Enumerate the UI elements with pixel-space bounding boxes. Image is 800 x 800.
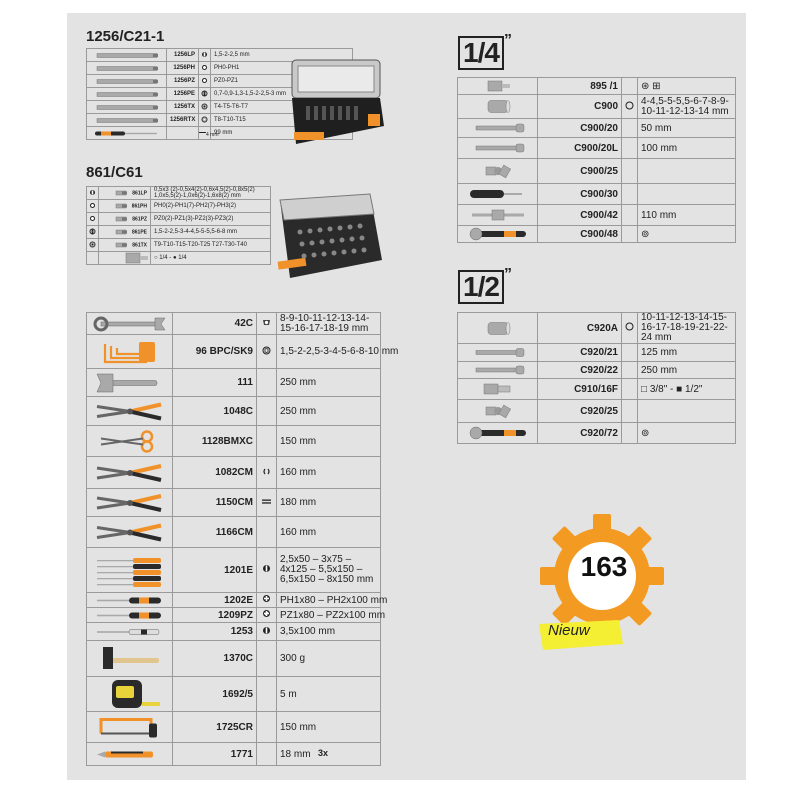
bit-holder-icon [462, 79, 534, 93]
symbol-cell [622, 344, 638, 362]
phillips-icon [89, 202, 96, 209]
symbol-cell [622, 226, 638, 243]
table-row [87, 457, 381, 489]
spec-value: PZ0-PZ1 [211, 75, 353, 88]
symbol-cell [257, 489, 277, 517]
tool-image-cell [87, 397, 173, 426]
pliers-icon [91, 398, 169, 425]
length-icon [199, 129, 206, 136]
spec-value: T4-T5-T6-T7 [211, 101, 353, 114]
article-code: 861PZ [132, 216, 147, 223]
bit-holder-icon [125, 254, 147, 262]
tool-image-cell [87, 641, 173, 677]
symbol-cell [257, 743, 277, 766]
article-code: 1082CM [173, 457, 257, 489]
table-row [87, 239, 271, 252]
table-row [458, 78, 736, 95]
table-row [458, 344, 736, 362]
table-row [458, 400, 736, 423]
symbol-cell [87, 187, 99, 200]
article-code: 1256PZ [167, 75, 199, 88]
symbol-cell [199, 114, 211, 127]
article-code: 861PE [131, 229, 147, 236]
spec-value: PZ0(2)-PZ1(3)-PZ2(3)-PZ3(2) [151, 213, 271, 226]
extension-bar-icon [462, 139, 534, 157]
spec-value [638, 400, 736, 423]
symbol-cell [87, 252, 99, 265]
symbol-cell [257, 623, 277, 641]
spec-value: 250 mm [277, 369, 381, 397]
table-row [458, 119, 736, 138]
pozidriv-icon [89, 215, 96, 222]
table-row [87, 548, 381, 593]
article-code: C920A [538, 313, 622, 344]
article-code: 111 [173, 369, 257, 397]
half-drive-table [457, 312, 736, 444]
flat-icon [89, 189, 96, 196]
bit-case-861-image [270, 190, 385, 285]
symbol-cell [257, 608, 277, 623]
table-row [87, 200, 271, 213]
spec-value: ○ 1/4 - ● 1/4 [151, 252, 271, 265]
ratchet-icon [462, 227, 534, 241]
phillips-icon [201, 64, 208, 71]
symbol-cell [622, 95, 638, 119]
bit-icon [110, 228, 132, 236]
tool-image-cell [87, 608, 173, 623]
article-code: 42C [173, 313, 257, 335]
article-code: 96 BPC/SK9 [173, 335, 257, 369]
bit-icon [110, 215, 132, 223]
symbol-cell [257, 313, 277, 335]
symbol-cell [257, 593, 277, 608]
article-code: 1048C [173, 397, 257, 426]
symbol-cell [257, 397, 277, 426]
article-code: C920/25 [538, 400, 622, 423]
symbol-cell [622, 313, 638, 344]
new-label: Nieuw [548, 622, 590, 639]
tool-image-cell [87, 548, 173, 593]
bit-icon [91, 115, 163, 126]
pozidriv-icon [262, 609, 271, 618]
bit-icon [91, 76, 163, 87]
article-code: C910/16F [538, 379, 622, 400]
tool-image-cell [458, 205, 538, 226]
article-code: 1166CM [173, 517, 257, 548]
table-row [458, 159, 736, 184]
article-code: 895 /1 [538, 78, 622, 95]
spec-value: 150 mm [277, 426, 381, 457]
article-code: 1725CR [173, 712, 257, 743]
article-code: 1256PE [167, 88, 199, 101]
tool-image-cell [87, 489, 173, 517]
spec-value: 50 mm [638, 119, 736, 138]
article-code: C900/20 [538, 119, 622, 138]
article-code-cell [99, 200, 151, 213]
tool-image-cell [458, 226, 538, 243]
set-861-table [86, 186, 271, 265]
table-row [87, 712, 381, 743]
table-row [87, 252, 271, 265]
drive-half-heading: 1/2 ” [458, 270, 511, 304]
tool-image-cell [458, 400, 538, 423]
symbol-cell [622, 159, 638, 184]
pliers-icon [91, 518, 169, 547]
tool-image-cell [87, 114, 167, 127]
spec-value: ⊚ [638, 226, 736, 243]
cutter-knife-icon [91, 744, 169, 765]
article-code [167, 127, 199, 140]
symbol-cell [257, 335, 277, 369]
spec-value [638, 159, 736, 184]
article-code: C900 [538, 95, 622, 119]
hacksaw-icon [91, 713, 169, 742]
symbol-cell [257, 677, 277, 712]
drive-quarter-heading: 1/4 ” [458, 36, 511, 70]
table-row [87, 313, 381, 335]
table-row [87, 187, 271, 200]
symbol-cell [257, 712, 277, 743]
spec-value: 99 mm [211, 127, 353, 140]
universal-joint-icon [462, 401, 534, 421]
table-row [87, 489, 381, 517]
article-code: 1256TX [167, 101, 199, 114]
tool-image-cell [458, 379, 538, 400]
article-code: 1202E [173, 593, 257, 608]
bit-icon [110, 241, 132, 249]
article-code: 1128BMXC [173, 426, 257, 457]
article-code: 861LP [132, 190, 147, 197]
symbol-cell [257, 457, 277, 489]
tool-image-cell [87, 457, 173, 489]
article-code-cell [99, 239, 151, 252]
table-row [87, 608, 381, 623]
socket-icon [462, 96, 534, 117]
article-code: 1256LP [167, 49, 199, 62]
hex-key-set-icon [91, 336, 169, 368]
spinner-handle-icon [462, 185, 534, 203]
article-code: 1256RTX [167, 114, 199, 127]
article-code: C900/48 [538, 226, 622, 243]
cutter-symbol-icon [262, 467, 271, 476]
flat-icon [262, 626, 271, 635]
spec-value: 300 g [277, 641, 381, 677]
spec-value: PH0(2)-PH1(7)-PH2(7)-PH3(2) [151, 200, 271, 213]
tool-image-cell [458, 159, 538, 184]
article-code-cell [99, 187, 151, 200]
tool-image-cell [87, 335, 173, 369]
table-row [458, 362, 736, 379]
article-code: 1201E [173, 548, 257, 593]
article-code: C920/22 [538, 362, 622, 379]
quarter-drive-table [457, 77, 736, 243]
extension-bar-icon [462, 120, 534, 136]
extension-bar-icon [462, 345, 534, 360]
socket-icon [462, 317, 534, 340]
combination-wrench-icon [91, 314, 169, 334]
spec-value: 100 mm [638, 138, 736, 159]
flat-icon [201, 51, 208, 58]
tool-image-cell [458, 78, 538, 95]
table-row [87, 369, 381, 397]
symbol-cell [622, 78, 638, 95]
symbol-label: 4 mm [206, 131, 219, 138]
phillips-icon [262, 594, 271, 603]
tool-image-cell [458, 313, 538, 344]
tool-image-cell [87, 101, 167, 114]
article-code: C900/25 [538, 159, 622, 184]
table-row [87, 593, 381, 608]
spec-value: PZ1x80 – PZ2x100 mm [277, 608, 381, 623]
spec-value: 1,5-2-2,5-3-4-4,5-5-5,5-6-8 mm [151, 226, 271, 239]
spec-value: 3,5x100 mm [277, 623, 381, 641]
article-code-cell [99, 226, 151, 239]
symbol-cell [622, 205, 638, 226]
symbol-cell [257, 548, 277, 593]
tool-image-cell [87, 426, 173, 457]
flat-jaw-icon [262, 497, 271, 506]
table-row [87, 677, 381, 712]
tool-image-cell [87, 127, 167, 140]
table-row [87, 226, 271, 239]
spec-value [638, 184, 736, 205]
hammer-icon [91, 643, 169, 675]
table-row [458, 379, 736, 400]
spec-value: 250 mm [638, 362, 736, 379]
article-code: 1692/5 [173, 677, 257, 712]
universal-joint-icon [462, 160, 534, 182]
symbol-cell [199, 49, 211, 62]
symbol-cell [199, 101, 211, 114]
tool-image-cell [87, 369, 173, 397]
set-1256-title: 1256/C21-1 [86, 28, 165, 45]
spec-value: 5 m [277, 677, 381, 712]
hex-icon [262, 346, 271, 355]
spec-value: T9-T10-T15-T20-T25 T27-T30-T40 [151, 239, 271, 252]
symbol-cell [622, 138, 638, 159]
table-row [87, 623, 381, 641]
spec-value: 110 mm [638, 205, 736, 226]
bit-case-1256-image [288, 54, 388, 154]
symbol-cell [622, 362, 638, 379]
symbol-cell [199, 62, 211, 75]
tool-image-cell [458, 138, 538, 159]
table-row [458, 205, 736, 226]
bit-icon [91, 50, 163, 61]
article-code: 1256PH [167, 62, 199, 75]
torx-icon [89, 241, 96, 248]
spec-value: ⊛ ⊞ [638, 78, 736, 95]
symbol-cell [87, 226, 99, 239]
ratchet-icon [462, 424, 534, 442]
bit-icon [91, 102, 163, 113]
article-code: C920/72 [538, 423, 622, 444]
spec-value: 160 mm [277, 517, 381, 548]
article-code: 1771 [173, 743, 257, 766]
table-row [458, 95, 736, 119]
tool-image-cell [458, 423, 538, 444]
symbol-cell [257, 369, 277, 397]
extension-bar-icon [462, 363, 534, 377]
article-code: 1150CM [173, 489, 257, 517]
bit-icon [110, 189, 132, 197]
tape-measure-icon [91, 678, 169, 710]
article-code-cell [99, 213, 151, 226]
symbol-cell [622, 400, 638, 423]
spec-value: 250 mm [277, 397, 381, 426]
adjustable-wrench-icon [91, 370, 169, 396]
symbol-cell [622, 379, 638, 400]
hex-socket-icon [625, 101, 634, 110]
tool-image-cell [87, 677, 173, 712]
table-row [87, 213, 271, 226]
tool-image-cell [87, 75, 167, 88]
spec-value: 10-11-12-13-14-15-16-17-18-19-21-22-24 mm [638, 313, 736, 344]
bit-icon [91, 89, 163, 100]
pliers-icon [91, 458, 169, 488]
symbol-cell [257, 426, 277, 457]
table-row [87, 335, 381, 369]
tool-image-cell [87, 88, 167, 101]
table-row [87, 517, 381, 548]
article-code: C900/30 [538, 184, 622, 205]
article-code: C920/21 [538, 344, 622, 362]
article-code: 1370C [173, 641, 257, 677]
symbol-cell [257, 517, 277, 548]
tool-image-cell [458, 344, 538, 362]
tool-image-cell [87, 623, 173, 641]
sliding-tbar-icon [462, 206, 534, 224]
article-code: C900/42 [538, 205, 622, 226]
table-row [458, 226, 736, 243]
symbol-cell [87, 213, 99, 226]
spec-value: 4-4,5-5-5,5-6-7-8-9-10-11-12-13-14 mm [638, 95, 736, 119]
symbol-cell [257, 641, 277, 677]
spec-value: T8-T10-T15 [211, 114, 353, 127]
tool-image-cell [458, 119, 538, 138]
spec-value: ⊚ [638, 423, 736, 444]
screwdriver-icon [91, 609, 169, 622]
pozidriv-icon [201, 77, 208, 84]
table-row [458, 423, 736, 444]
tool-image-cell [87, 743, 173, 766]
bit-icon [91, 63, 163, 74]
spec-value: 180 mm [277, 489, 381, 517]
tool-image-cell [458, 95, 538, 119]
spec-value: PH1x80 – PH2x100 mm [277, 593, 381, 608]
symbol-cell [199, 88, 211, 101]
article-code: 861TX [132, 242, 147, 249]
table-row [458, 313, 736, 344]
spec-value: 150 mm [277, 712, 381, 743]
pliers-icon [91, 490, 169, 516]
spec-value: 1,5-2-2,5-3-4-5-6-8-10 mm [277, 335, 381, 369]
set-861-title: 861/C61 [86, 164, 143, 181]
article-code: 1209PZ [173, 608, 257, 623]
tool-image-cell [87, 49, 167, 62]
spec-value: □ 3/8" - ■ 1/2" [638, 379, 736, 400]
tool-image-cell [87, 517, 173, 548]
voltage-tester-icon [91, 624, 169, 640]
table-row [87, 397, 381, 426]
article-code-cell [99, 252, 151, 265]
spec-value: 1,5-2-2,5 mm [211, 49, 353, 62]
tool-image-cell [87, 313, 173, 335]
torx-tamper-icon [201, 116, 208, 123]
tool-image-cell [458, 184, 538, 205]
symbol-cell [622, 119, 638, 138]
spec-value: 0,7-0,9-1,3-1,5-2-2,5-3 mm [211, 88, 353, 101]
table-row [87, 641, 381, 677]
screwdriver-set-icon [91, 554, 169, 586]
spec-value: 18 mm [277, 743, 381, 766]
symbol-cell [87, 239, 99, 252]
symbol-cell [199, 75, 211, 88]
symbol-cell [199, 127, 219, 140]
symbol-cell [622, 184, 638, 205]
symbol-cell [622, 423, 638, 444]
wrench-symbol-icon [262, 318, 271, 327]
tool-image-cell [87, 62, 167, 75]
article-code: C900/20L [538, 138, 622, 159]
screwdriver-icon [91, 594, 169, 607]
tool-image-cell [87, 593, 173, 608]
article-code: 1253 [173, 623, 257, 641]
spec-value: 160 mm [277, 457, 381, 489]
tools-table [86, 312, 399, 766]
symbol-cell [87, 200, 99, 213]
table-row [87, 743, 381, 766]
adapter-icon [462, 380, 534, 398]
scissors-icon [91, 427, 169, 456]
quantity-badge: 3x [318, 748, 329, 758]
hex-socket-icon [625, 322, 634, 331]
spec-value: 2,5x50 – 3x75 – 4x125 – 5,5x150 – 6,5x150 – 8x150 mm [277, 548, 381, 593]
screwdriver-precision-icon [91, 128, 163, 139]
badge-count: 163 [580, 551, 628, 582]
bit-icon [110, 202, 132, 210]
table-row [87, 426, 381, 457]
flat-icon [262, 564, 271, 573]
torx-icon [201, 103, 208, 110]
hex-icon [89, 228, 96, 235]
spec-value: 0,5x3 (2)-0,5x4(2)-0,6x4,5(2)-0,8x5(2) 1,0x5,5(2)-1,0x6(2)-1,6x8(2) mm [151, 187, 271, 200]
article-code: 861PH [131, 203, 147, 210]
table-row [458, 184, 736, 205]
tool-image-cell [87, 712, 173, 743]
hex-icon [201, 90, 208, 97]
spec-value: PH0-PH1 [211, 62, 353, 75]
table-row [458, 138, 736, 159]
spec-value: 8-9-10-11-12-13-14-15-16-17-18-19 mm [277, 313, 381, 335]
spec-value: 125 mm [638, 344, 736, 362]
tool-image-cell [458, 362, 538, 379]
